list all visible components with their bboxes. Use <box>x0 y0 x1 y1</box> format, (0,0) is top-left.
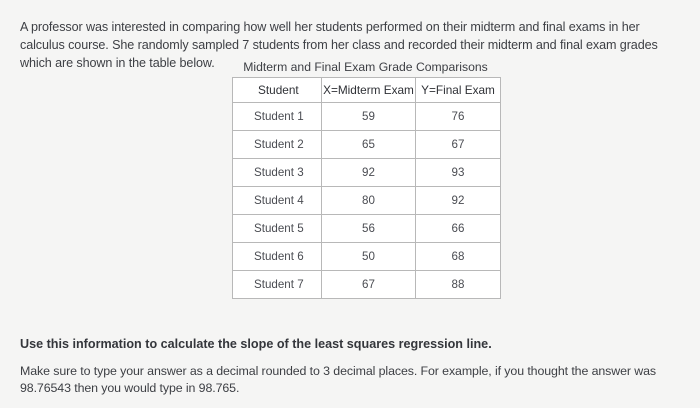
cell-midterm: 56 <box>322 215 416 243</box>
cell-midterm: 65 <box>322 131 416 159</box>
cell-student: Student 2 <box>233 131 322 159</box>
cell-midterm: 59 <box>322 103 416 131</box>
table-row <box>233 243 501 271</box>
cell-midterm: 67 <box>322 271 416 299</box>
header-student: Student <box>233 78 322 103</box>
table-row <box>233 271 501 299</box>
cell-final: 92 <box>416 187 501 215</box>
grades-table <box>232 77 501 299</box>
table-row <box>233 215 501 243</box>
cell-final: 76 <box>416 103 501 131</box>
problem-intro: A professor was interested in comparing how well her students performed on their midterm and final exams in her calculus course. She randomly sampled 7 students from her class and recorded their midterm and final exam grades which are shown in the table below. <box>20 20 658 70</box>
cell-student: Student 3 <box>233 159 322 187</box>
header-midterm: X=Midterm Exam <box>322 78 416 103</box>
cell-student: Student 5 <box>233 215 322 243</box>
cell-final: 88 <box>416 271 501 299</box>
cell-final: 68 <box>416 243 501 271</box>
cell-midterm: 80 <box>322 187 416 215</box>
answer-instructions: Make sure to type your answer as a decimal rounded to 3 decimal places. For example, if you thought the answer was 98.76543 then you would type in 98.765. <box>20 364 656 395</box>
cell-midterm: 50 <box>322 243 416 271</box>
cell-final: 93 <box>416 159 501 187</box>
question-prompt: Use this information to calculate the slope of the least squares regression line. <box>20 337 492 351</box>
table-row <box>233 131 501 159</box>
table-row <box>233 103 501 131</box>
cell-midterm: 92 <box>322 159 416 187</box>
cell-student: Student 7 <box>233 271 322 299</box>
cell-student: Student 6 <box>233 243 322 271</box>
cell-student: Student 1 <box>233 103 322 131</box>
header-final: Y=Final Exam <box>416 78 501 103</box>
cell-final: 67 <box>416 131 501 159</box>
cell-student: Student 4 <box>233 187 322 215</box>
cell-final: 66 <box>416 215 501 243</box>
table-header-row <box>233 78 501 103</box>
table-row <box>233 187 501 215</box>
table-title: Midterm and Final Exam Grade Comparisons <box>243 60 488 74</box>
table-row <box>233 159 501 187</box>
